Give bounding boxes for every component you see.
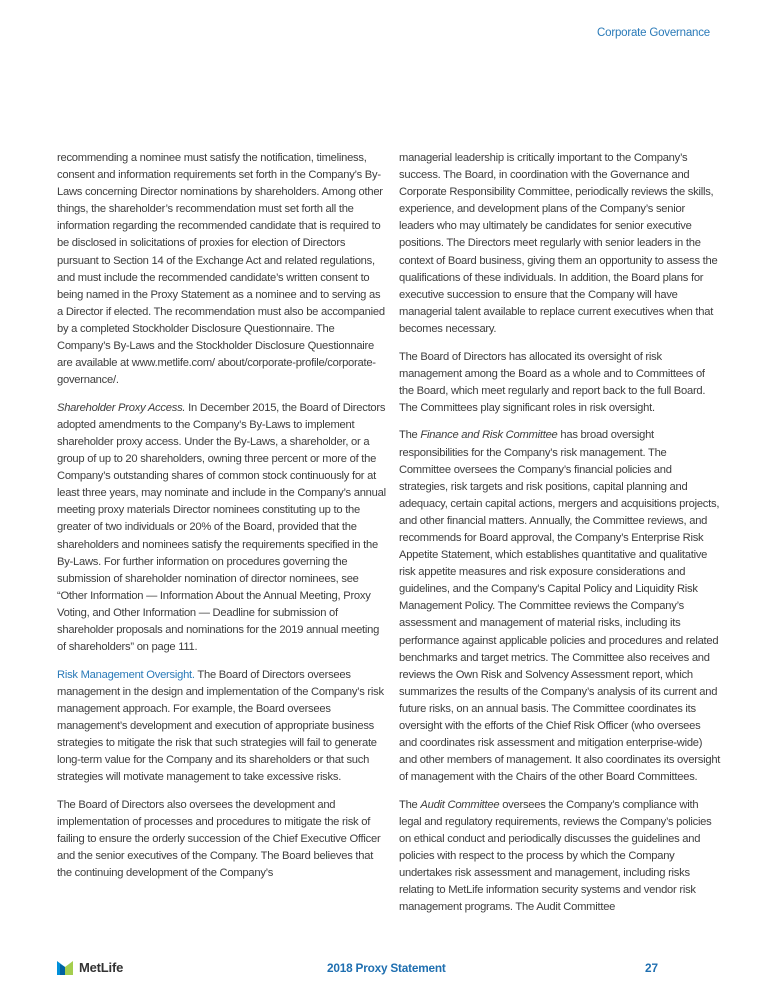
finance-risk-body: has broad oversight responsibilities for the Company’s risk management. The Committee oversees the Company’s financial policies and strategies, risk targets and risk positions, capital planning and adequacy, certain capital actions, mergers and acquisitions projects, and other financial matters. Annually, the Committee reviews, and recommends for Board approval, the Company’s Enterprise Risk Appetite Statement, which establishes quantitative and qualitative risk appetite measures and risk exposure considerations and guidelines, and the Company’s Capital Policy and Liquidity Risk Management Policy. The Committee reviews the Company’s assessment and management of material risks, including its performance against applicable policies and procedures and related benchmarks and target metrics. The Committee also receives and reviews the Own Risk and Solvency Assessment report, which summarizes the results of the Company’s analysis of its current and future risks, on an annual basis. The Committee coordinates its oversight with the efforts of the Chief Risk Officer (who oversees and coordinates risk assessment and mitigation enterprise-wide) and other members of management. It also coordinates its oversight of management with the Chairs of the other Board Committees. [399,429,721,784]
metlife-m-icon [57,961,73,975]
paragraph-leadership: managerial leadership is critically important to the Company’s success. The Board, in coordination with the Governance and Corporate Responsibility Committee, periodically reviews the skills, experience, and development plans of the Company’s senior leaders who may ultimately be candidates for senior executive positions. The Directors meet regularly with senior leaders in the context of Board business, giving them an opportunity to assess the qualifications of these individuals. In addition, the Board plans for executive succession to ensure that the Company will have managerial talent available to replace current executives when that becomes necessary. [399,152,718,335]
proxy-access-heading: Shareholder Proxy Access. [57,401,186,414]
left-column [57,150,387,893]
paragraph-audit-committee [399,797,721,917]
audit-committee-body: oversees the Company’s compliance with legal and regulatory requirements, reviews the Company’s policies on ethical conduct and periodically discusses the guidelines and policies with respect to the process by which the Company undertakes risk assessment and management, including risks relating to MetLife information security systems and vendor risk management programs. The Audit Committee [399,798,712,914]
audit-prefix: The [399,798,421,811]
document-title: 2018 Proxy Statement [327,961,446,975]
section-header: Corporate Governance [597,27,710,39]
paragraph-risk-oversight [57,667,387,787]
paragraph-finance-risk-committee [399,427,721,786]
paragraph-allocation: The Board of Directors has allocated its oversight of risk management among the Board as a whole and to Committees of the Board, which meet regularly and report back to the full Board. The Committees play significant roles in risk oversight. [399,350,706,414]
paragraph-nomination-requirements: recommending a nominee must satisfy the notification, timeliness, consent and information requirements set forth in the Company’s By-Laws concerning Director nominations by shareholders. Among other things, the shareholder’s recommendation must set forth all the information regarding the recommended candidate that is required to be disclosed in solicitations of proxies for election of Directors pursuant to Section 14 of the Exchange Act and related regulations, and must include the recommended candidate’s written consent to being named in the Proxy Statement as a nominee and to serving as a Director if elected. The recommendation must also be accompanied by a completed Stockholder Disclosure Questionnaire. The Company’s By-Laws and the Stockholder Disclosure Questionnaire are available at www.metlife.com/ about/corporate-profile/corporate-governance/. [57,152,385,387]
risk-oversight-heading: Risk Management Oversight. [57,668,195,681]
paragraph-succession: The Board of Directors also oversees the development and implementation of processes and procedures to mitigate the risk of failing to ensure the orderly succession of the Chief Executive Officer and the senior executives of the Company. The Board believes that the continuing development of the Company’s [57,798,381,880]
page-number: 27 [645,961,659,975]
logo-wordmark: MetLife [79,960,124,975]
risk-oversight-body: The Board of Directors oversees management in the design and implementation of the Company’s risk management approach. For example, the Board oversees management’s development and execution of appropriate business strategies to mitigate the risk that such strategies will fail to generate long-term value for the Company and its shareholders or that such strategies will motivate management to take excessive risks. [57,668,384,784]
right-column [399,150,721,927]
paragraph-proxy-access [57,400,387,656]
finance-risk-committee-name: Finance and Risk Committee [420,429,558,442]
audit-committee-name: Audit Committee [420,798,500,811]
proxy-access-body: In December 2015, the Board of Directors adopted amendments to the Company’s By-Laws to implement shareholder proxy access. Under the By-Laws, a shareholder, or a group of up to 20 shareholders, owning three percent or more of the Company’s outstanding shares of common stock continuously for at least three years, may nominate and include in the Company’s annual meeting proxy materials Director nominees constituting up to the greater of two individuals or 20% of the Board, provided that the shareholders and nominees satisfy the requirements specified in the By-Laws. For further information on procedures governing the submission of shareholder nomination of director nominees, see “Other Information — Information About the Annual Meeting, Proxy Voting, and Other Information — Deadline for submission of shareholder proposals and nominations for the 2019 annual meeting of shareholders” on page 111. [57,401,386,654]
finance-prefix: The [399,429,421,442]
metlife-logo [57,960,123,975]
